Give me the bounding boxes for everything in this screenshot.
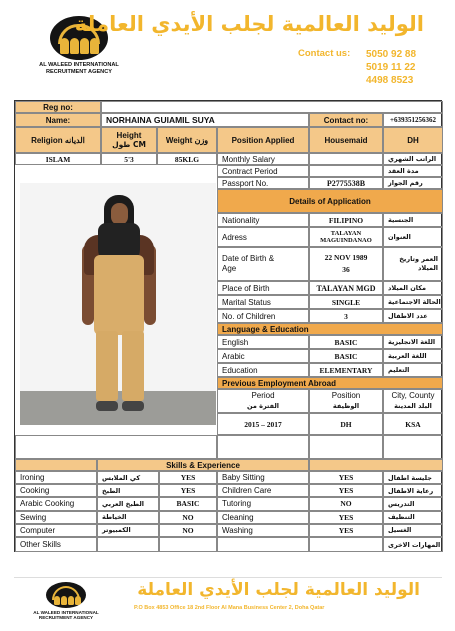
spacer-cell: [309, 435, 383, 459]
skill-tutoring-value: NO: [309, 497, 383, 510]
footer-agency-name-arabic: الوليد العالمية لجلب الأيدي العاملة: [137, 580, 420, 600]
footer-logo: [22, 582, 110, 622]
contract-period-label: Contract Period: [217, 165, 309, 177]
skill-tutoring-ar: التدريس: [383, 497, 443, 510]
skill-arabic-cooking-label: Arabic Cooking: [15, 497, 97, 510]
nationality-arabic: الجنسية: [383, 213, 443, 227]
monthly-salary-arabic: الراتب الشهري: [383, 153, 443, 165]
skill-cleaning-value: YES: [309, 511, 383, 524]
previous-employment-header: Previous Employment Abroad: [217, 377, 443, 389]
other-skills-cell: [159, 537, 217, 552]
skills-header-blank: [309, 459, 443, 471]
marital-status-arabic: الحالة الاجتماعية: [383, 295, 443, 309]
language-section-header: Language & Education: [217, 323, 443, 335]
agency-name-arabic: الوليد العالمية لجلب الأيدي العاملة: [74, 12, 424, 36]
skill-cooking-value: YES: [159, 484, 217, 497]
marital-status-value: SINGLE: [309, 295, 383, 309]
spacer-cell: [383, 435, 443, 459]
monthly-salary-label: Monthly Salary: [217, 153, 309, 165]
skills-section-header: Skills & Experience: [97, 459, 309, 471]
contract-period-value: [309, 165, 383, 177]
address-label: Adress: [217, 227, 309, 247]
dob-value: 22 NOV 1989 36: [309, 247, 383, 281]
logo-emblem-icon: [46, 582, 86, 608]
position-column-header: Position الوظيفة: [309, 389, 383, 413]
skill-arabic-cooking-value: BASIC: [159, 497, 217, 510]
nationality-label: Nationality: [217, 213, 309, 227]
passport-value: P2775538B: [309, 177, 383, 189]
contact-no-value: +639351256362: [383, 113, 443, 127]
monthly-salary-value: [309, 153, 383, 165]
spacer-cell: [15, 435, 217, 459]
arabic-arabic: اللغة العربية: [383, 349, 443, 363]
english-value: BASIC: [309, 335, 383, 349]
religion-label: Religion الديانه: [15, 127, 101, 153]
spacer-cell: [217, 435, 309, 459]
skill-children-care-label: Children Care: [217, 484, 309, 497]
dob-label: Date of Birth & Age: [217, 247, 309, 281]
skill-baby-sitting-ar: جليسة اطفال: [383, 471, 443, 484]
skill-baby-sitting-value: YES: [309, 471, 383, 484]
skill-washing-label: Washing: [217, 524, 309, 537]
english-arabic: اللغة الانجليزية: [383, 335, 443, 349]
other-skills-label: Other Skills: [15, 537, 97, 552]
name-value: NORHAINA GUIAMIL SUYA: [101, 113, 309, 127]
skill-children-care-value: YES: [309, 484, 383, 497]
children-arabic: عدد الاطفال: [383, 309, 443, 323]
religion-value: ISLAM: [15, 153, 101, 165]
applicant-photo: [20, 183, 216, 425]
skill-ironing-ar: كي الملابس: [97, 471, 159, 484]
skill-tutoring-label: Tutoring: [217, 497, 309, 510]
city-value: KSA: [383, 413, 443, 435]
skill-children-care-ar: رعاية الاطفال: [383, 484, 443, 497]
footer: [14, 577, 442, 623]
reg-no-value: [101, 101, 443, 113]
dob-arabic: العمر وتاريخ الميلاد: [383, 247, 443, 281]
skill-computer-value: NO: [159, 524, 217, 537]
reg-no-label: Reg no:: [15, 101, 101, 113]
phone-number: 4498 8523: [366, 75, 414, 86]
skill-cooking-label: Cooking: [15, 484, 97, 497]
phone-number: 5019 11 22: [366, 62, 416, 73]
previous-position-value: DH: [309, 413, 383, 435]
position-code: DH: [383, 127, 443, 153]
position-applied-label: Position Applied: [217, 127, 309, 153]
place-of-birth-label: Place of Birth: [217, 281, 309, 295]
weight-label: Weight وزن: [157, 127, 217, 153]
arabic-label: Arabic: [217, 349, 309, 363]
logo-text: AL WALEED INTERNATIONAL RECRUITMENT AGENCY: [33, 610, 99, 621]
address-value: TALAYAN MAGUINDANAO: [309, 227, 383, 247]
period-value: 2015 – 2017: [217, 413, 309, 435]
address-arabic: العنوان: [383, 227, 443, 247]
height-value: 5'3: [101, 153, 157, 165]
details-section-header: Details of Application: [217, 189, 443, 213]
skill-sewing-value: NO: [159, 511, 217, 524]
skill-computer-label: Computer: [15, 524, 97, 537]
application-form: [14, 100, 442, 552]
skill-cleaning-label: Cleaning: [217, 511, 309, 524]
position-applied-value: Housemaid: [309, 127, 383, 153]
phone-number: 5050 92 88: [366, 49, 417, 60]
footer-address: P.O Box 4853 Office 18 2nd Floor Al Mana Business Center 2, Doha Qatar: [134, 605, 325, 611]
education-arabic: التعليم: [383, 363, 443, 377]
english-label: English: [217, 335, 309, 349]
skill-ironing-label: Ironing: [15, 471, 97, 484]
skill-arabic-cooking-ar: الطبخ العربي: [97, 497, 159, 510]
other-skills-cell: [97, 537, 159, 552]
passport-arabic: رقم الجواز: [383, 177, 443, 189]
arabic-value: BASIC: [309, 349, 383, 363]
contact-phones: [366, 48, 416, 87]
skill-sewing-ar: الخياطة: [97, 511, 159, 524]
weight-value: 85KLG: [157, 153, 217, 165]
other-skills-cell: [217, 537, 309, 552]
children-value: 3: [309, 309, 383, 323]
other-skills-arabic: المهارات الاخرى: [383, 537, 443, 552]
skill-ironing-value: YES: [159, 471, 217, 484]
skills-header-blank: [15, 459, 97, 471]
skill-washing-value: YES: [309, 524, 383, 537]
place-of-birth-value: TALAYAN MGD: [309, 281, 383, 295]
skill-sewing-label: Sewing: [15, 511, 97, 524]
passport-label: Passport No.: [217, 177, 309, 189]
children-label: No. of Children: [217, 309, 309, 323]
nationality-value: FILIPINO: [309, 213, 383, 227]
period-column-header: Period الفترة من: [217, 389, 309, 413]
education-value: ELEMENTARY: [309, 363, 383, 377]
logo-text: AL WALEED INTERNATIONAL RECRUITMENT AGENCY: [39, 62, 119, 75]
skill-washing-ar: الغسيل: [383, 524, 443, 537]
contact-label: Contact us:: [298, 48, 351, 59]
education-label: Education: [217, 363, 309, 377]
skill-cleaning-ar: التنظيف: [383, 511, 443, 524]
name-label: Name:: [15, 113, 101, 127]
letterhead: [14, 6, 442, 92]
place-of-birth-arabic: مكان الميلاد: [383, 281, 443, 295]
contract-period-arabic: مدة العقد: [383, 165, 443, 177]
height-label: Height طول CM: [101, 127, 157, 153]
marital-status-label: Marital Status: [217, 295, 309, 309]
skill-computer-ar: الكمبيوتر: [97, 524, 159, 537]
skill-baby-sitting-label: Baby Sitting: [217, 471, 309, 484]
other-skills-cell: [309, 537, 383, 552]
city-column-header: City, County البلد المدينة: [383, 389, 443, 413]
contact-no-label: Contact no:: [309, 113, 383, 127]
skill-cooking-ar: الطبخ: [97, 484, 159, 497]
